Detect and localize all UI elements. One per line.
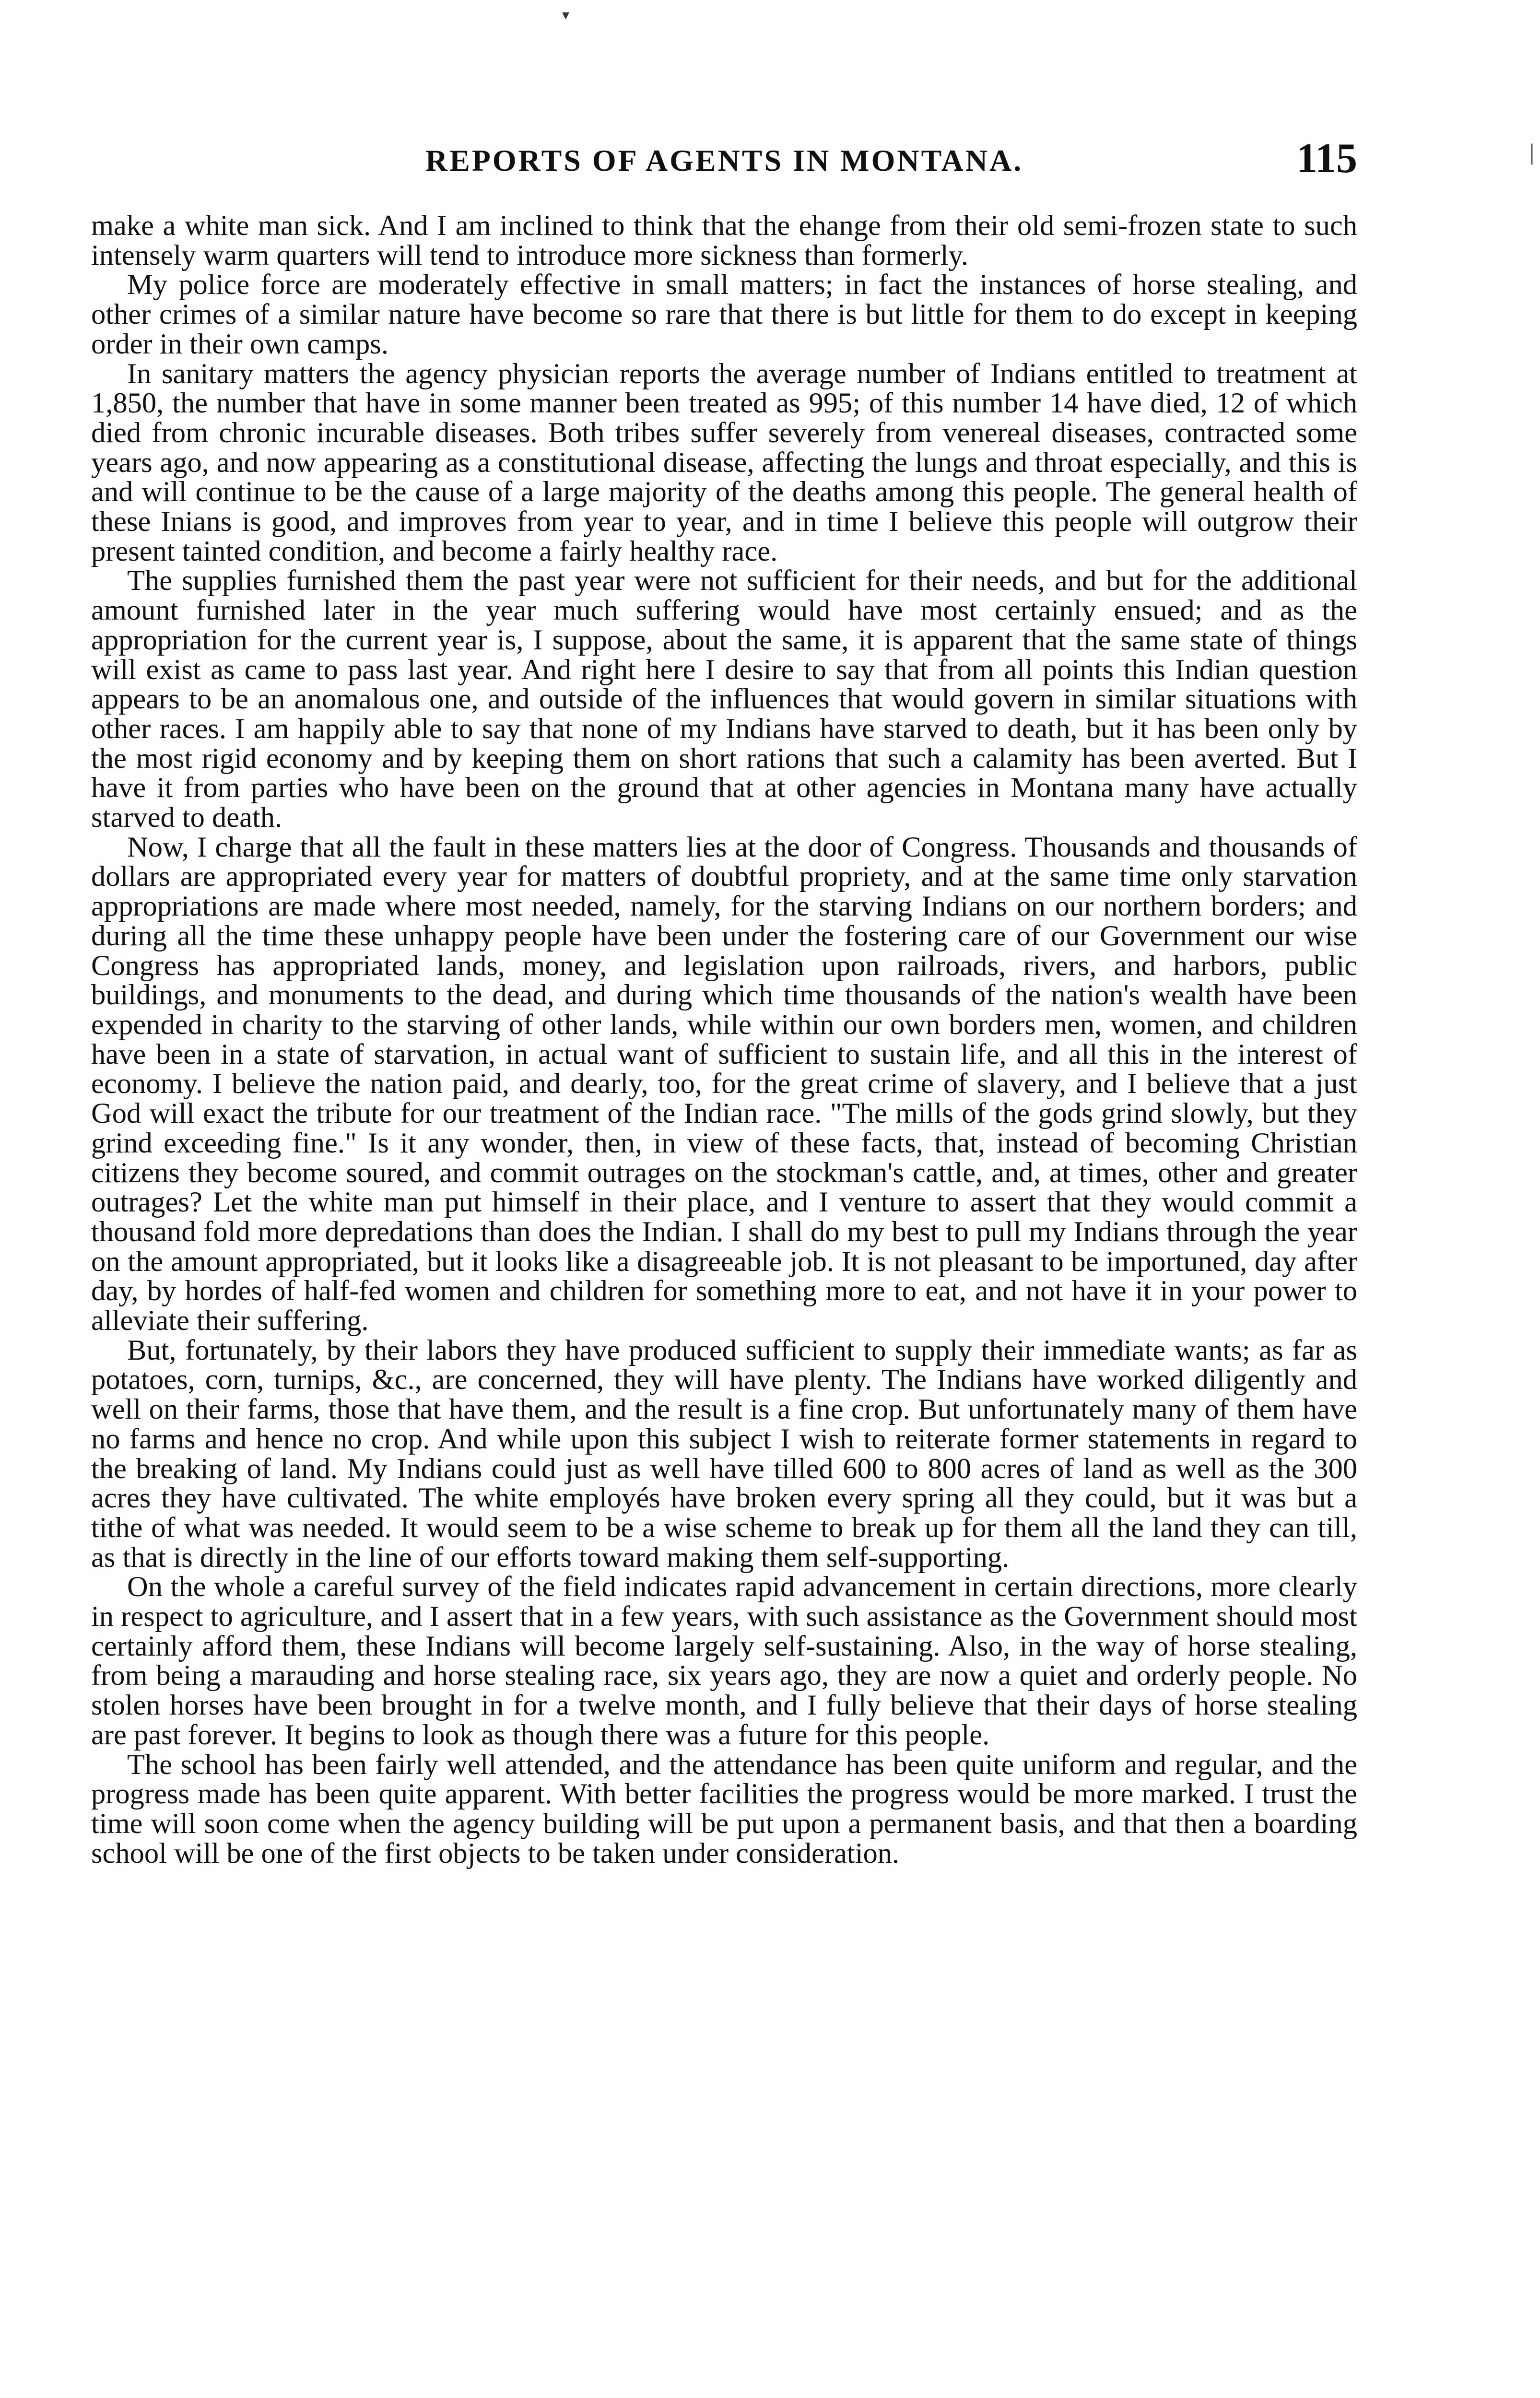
paragraph-school: The school has been fairly well attended, and the attendance has been quite uniform and regular, and the progress made has been quite apparent. With better facilities the progress would be more marked. I trust the time will soon come when the agency building will be put upon a permanent basis, and that then a boarding school will be one of the first objects to be taken under consideration. (91, 1748, 1357, 1869)
paragraph-advancement: On the whole a careful survey of the field indicates rapid advancement in certain directions, more clearly in respect to agriculture, and I assert that in a few years, with such assistance as the Government should most certainly afford them, these Indians will become largely self-sustaining. Also, in the way of horse stealing, from being a marauding and horse stealing race, six years ago, they are now a quiet and orderly people. No stolen horses have been brought in for a twelve month, and I fully believe that their days of horse stealing are past forever. It begins to look as though there was a future for this people. (91, 1571, 1357, 1751)
running-head (91, 134, 1357, 192)
paragraph-police-force: My police force are moderately effective in small matters; in fact the instances of horse stealing, and other crimes of a similar nature have become so rare that there is but little for them to do except in keeping order in their own camps. (91, 269, 1357, 360)
paragraph-sanitary-matters: In sanitary matters the agency physician reports the average number of Indians entitled to treatment at 1,850, the number that have in some manner been treated as 995; of this number 14 have died, 12 of which died from chronic incurable diseases. Both tribes suffer severely from venereal diseases, contracted some years ago, and now appearing as a constitutional disease, affecting the lungs and throat especially, and this is and will continue to be the cause of a large majority of the deaths among this people. The general health of these Inians is good, and improves from year to year, and in time I believe this people will outgrow their present tainted condition, and become a fairly healthy race. (91, 357, 1357, 567)
page-number: 115 (1296, 135, 1357, 182)
body-text (91, 211, 1357, 1868)
paragraph-continuation: make a white man sick. And I am inclined to think that the ehange from their old semi-frozen state to such intensely warm quarters will tend to introduce more sickness than formerly. (91, 210, 1357, 271)
running-head-title: REPORTS OF AGENTS IN MONTANA. (425, 143, 1023, 177)
margin-mark: | (1529, 140, 1534, 165)
print-mark: ▾ (562, 7, 570, 23)
paragraph-supplies: The supplies furnished them the past year were not sufficient for their needs, and but for the additional amount furnished later in the year much suffering would have most certainly ensued; and as the appropriation for the current year is, I suppose, about the same, it is apparent that the same state of things will exist as came to pass last year. And right here I desire to say that from all points this Indian question appears to be an anomalous one, and outside of the influences that would govern in similar situations with other races. I am happily able to say that none of my Indians have starved to death, but it has been only by the most rigid economy and by keeping them on short rations that such a calamity has been averted. But I have it from parties who have been on the ground that at other agencies in Montana many have actually starved to death. (91, 564, 1357, 834)
paragraph-congress: Now, I charge that all the fault in these matters lies at the door of Congress. Thousands and thousands of dollars are appropriated every year for matters of doubtful propriety, and at the same time only starvation appropriations are made where most needed, namely, for the starving Indians on our northern borders; and during all the time these unhappy people have been under the fostering care of our Government our wise Congress has appropriated lands, money, and legislation upon railroads, rivers, and harbors, public buildings, and monuments to the dead, and during which time thousands of the nation's wealth have been expended in charity to the starving of other lands, while within our own borders men, women, and children have been in a state of starvation, in actual want of sufficient to sustain life, and all this in the interest of economy. I believe the nation paid, and dearly, too, for the great crime of slavery, and I believe that a just God will exact the tribute for our treatment of the Indian race. "The mills of the gods grind slowly, but they grind exceeding fine." Is it any wonder, then, in view of these facts, that, instead of becoming Christian citizens they become soured, and commit outrages on the stockman's cattle, and, at times, other and greater outrages? Let the white man put himself in their place, and I venture to assert that they would commit a thousand fold more depredations than does the Indian. I shall do my best to pull my Indians through the year on the amount appropriated, but it looks like a disagreeable job. It is not pleasant to be importuned, day after day, by hordes of half-fed women and children for something more to eat, and not have it in your power to alleviate their suffering. (91, 831, 1357, 1337)
paragraph-farming: But, fortunately, by their labors they have produced sufficient to supply their immediate wants; as far as potatoes, corn, turnips, &c., are concerned, they will have plenty. The Indians have worked diligently and well on their farms, those that have them, and the result is a fine crop. But unfortunately many of them have no farms and hence no crop. And while upon this subject I wish to reiterate former statements in regard to the breaking of land. My Indians could just as well have tilled 600 to 800 acres of land as well as the 300 acres they have cultivated. The white employés have broken every spring all they could, but it was but a tithe of what was needed. It would seem to be a wise scheme to break up for them all the land they can till, as that is directly in the line of our efforts toward making them self-supporting. (91, 1334, 1357, 1574)
